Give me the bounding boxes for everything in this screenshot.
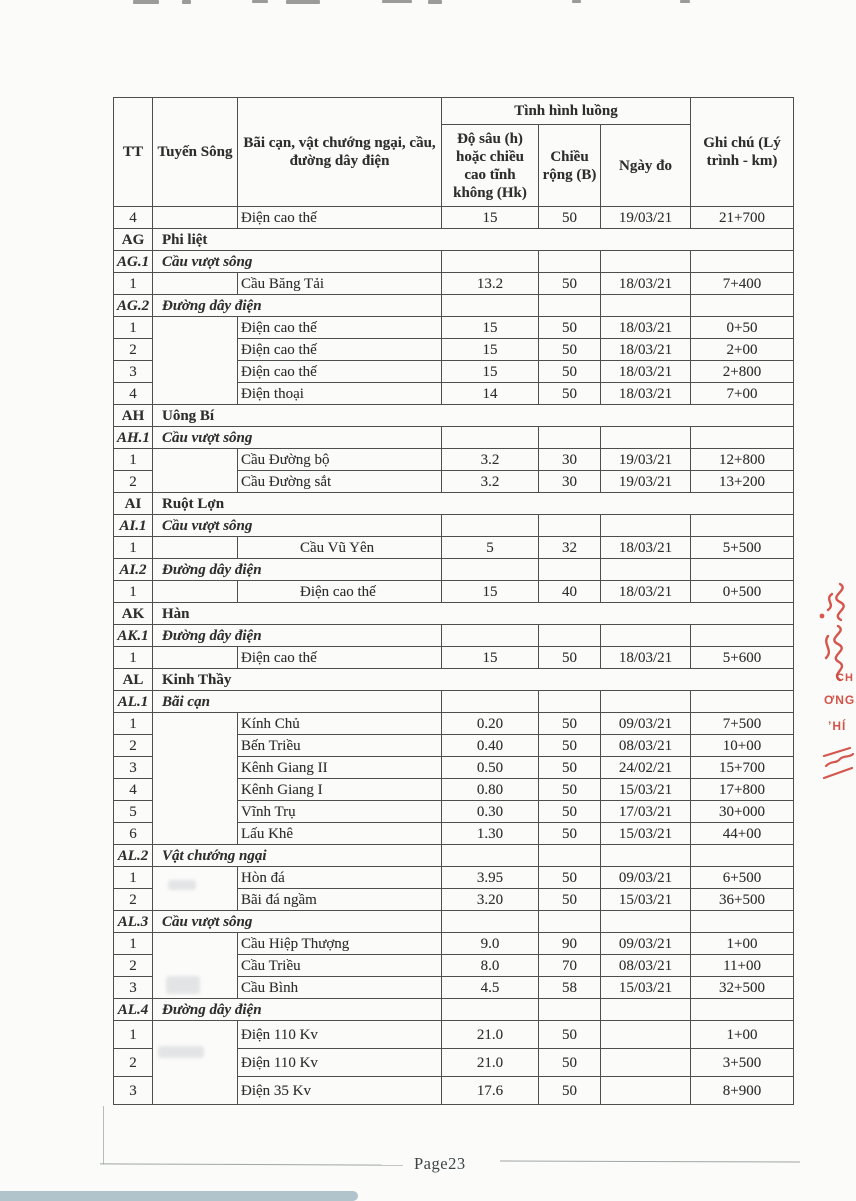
cell-width: 50	[539, 713, 601, 735]
cell-empty	[539, 251, 601, 273]
cell-width: 50	[539, 1021, 601, 1049]
table-row	[114, 713, 794, 735]
cell-depth: 13.2	[442, 273, 539, 295]
cell-date: 15/03/21	[601, 779, 691, 801]
subsection-row	[114, 625, 794, 647]
scan-artifact	[133, 0, 159, 4]
cell-depth: 17.6	[442, 1077, 539, 1105]
table-row	[114, 449, 794, 471]
cell-name: Cầu Vũ Yên	[238, 537, 442, 559]
cell-width: 50	[539, 823, 601, 845]
section-row	[114, 603, 794, 625]
section-row	[114, 405, 794, 427]
cell-tt: 3	[114, 977, 153, 999]
cell-date: 09/03/21	[601, 933, 691, 955]
red-stamp-fragment	[796, 572, 856, 792]
cell-date: 08/03/21	[601, 735, 691, 757]
cell-tt: 4	[114, 779, 153, 801]
cell-note: 7+500	[691, 713, 794, 735]
cell-note: 5+500	[691, 537, 794, 559]
header-bai-can: Bãi cạn, vật chướng ngại, cầu, đường dây điện	[238, 98, 442, 207]
cell-note: 12+800	[691, 449, 794, 471]
cell-note: 2+800	[691, 361, 794, 383]
cell-width: 50	[539, 361, 601, 383]
cell-note: 1+00	[691, 1021, 794, 1049]
cell-name: Điện 110 Kv	[238, 1021, 442, 1049]
header-ngay-do: Ngày đo	[601, 125, 691, 207]
cell-tt: 2	[114, 339, 153, 361]
cell-empty	[539, 999, 601, 1021]
cell-empty	[442, 691, 539, 713]
cell-name: Điện thoại	[238, 383, 442, 405]
cell-width: 50	[539, 647, 601, 669]
cell-tt: AK.1	[114, 625, 153, 647]
table-row	[114, 581, 794, 603]
cell-name: Cầu vượt sông	[153, 911, 442, 933]
cell-empty	[601, 625, 691, 647]
cell-width: 50	[539, 779, 601, 801]
cell-note: 10+00	[691, 735, 794, 757]
cell-name: Cầu vượt sông	[153, 515, 442, 537]
cell-tt: 1	[114, 317, 153, 339]
cell-tt: AG.2	[114, 295, 153, 317]
cell-name: Điện cao thế	[238, 339, 442, 361]
cell-name: Điện cao thế	[238, 317, 442, 339]
cell-note: 13+200	[691, 471, 794, 493]
cell-empty	[691, 559, 794, 581]
cell-width: 32	[539, 537, 601, 559]
cell-note: 44+00	[691, 823, 794, 845]
subsection-row	[114, 515, 794, 537]
cell-empty	[539, 845, 601, 867]
cell-tt: AL.3	[114, 911, 153, 933]
cell-tuyen-song	[153, 207, 238, 229]
cell-empty	[691, 251, 794, 273]
cell-date: 24/02/21	[601, 757, 691, 779]
cell-width: 50	[539, 383, 601, 405]
cell-note: 7+00	[691, 383, 794, 405]
cell-date: 18/03/21	[601, 581, 691, 603]
cell-width: 90	[539, 933, 601, 955]
cell-tt: AI.2	[114, 559, 153, 581]
waterway-survey-table	[113, 97, 794, 1105]
table-row	[114, 537, 794, 559]
cell-date: 18/03/21	[601, 647, 691, 669]
header-tinh-hinh-luong: Tình hình luồng	[442, 98, 691, 125]
cell-empty	[601, 295, 691, 317]
section-row	[114, 229, 794, 251]
cell-note: 6+500	[691, 867, 794, 889]
cell-date: 15/03/21	[601, 977, 691, 999]
page-number: Page23	[414, 1154, 466, 1173]
cell-tuyen-song	[153, 449, 238, 493]
cell-name: Điện cao thế	[238, 581, 442, 603]
scan-artifact	[680, 0, 690, 3]
subsection-row	[114, 911, 794, 933]
cell-date: 15/03/21	[601, 823, 691, 845]
subsection-row	[114, 691, 794, 713]
cell-empty	[539, 691, 601, 713]
subsection-row	[114, 295, 794, 317]
cell-name: Cầu Đường bộ	[238, 449, 442, 471]
scan-artifact	[252, 0, 268, 3]
cell-depth: 3.2	[442, 449, 539, 471]
cell-note: 32+500	[691, 977, 794, 999]
cell-depth: 3.2	[442, 471, 539, 493]
cell-empty	[691, 295, 794, 317]
cell-tt: AH.1	[114, 427, 153, 449]
subsection-row	[114, 845, 794, 867]
table-row	[114, 207, 794, 229]
cell-tt: 1	[114, 713, 153, 735]
cell-tt: 2	[114, 955, 153, 977]
cell-tt: 4	[114, 207, 153, 229]
cell-empty	[601, 911, 691, 933]
cell-empty	[601, 999, 691, 1021]
cell-tt: AK	[114, 603, 153, 625]
subsection-row	[114, 427, 794, 449]
cell-depth: 0.30	[442, 801, 539, 823]
cell-date: 09/03/21	[601, 867, 691, 889]
table-row	[114, 273, 794, 295]
cell-empty	[539, 427, 601, 449]
scan-artifact	[572, 0, 581, 3]
cell-depth: 0.80	[442, 779, 539, 801]
cell-empty	[539, 559, 601, 581]
cell-depth: 4.5	[442, 977, 539, 999]
cell-empty	[442, 427, 539, 449]
cell-date: 18/03/21	[601, 383, 691, 405]
cell-empty	[601, 427, 691, 449]
cell-name: Đường dây điện	[153, 295, 442, 317]
cell-width: 50	[539, 1077, 601, 1105]
cell-note: 30+000	[691, 801, 794, 823]
cell-empty	[442, 625, 539, 647]
section-row	[114, 493, 794, 515]
cell-note: 11+00	[691, 955, 794, 977]
cell-empty	[601, 515, 691, 537]
cell-width: 50	[539, 757, 601, 779]
cell-empty	[601, 845, 691, 867]
footer-rule-right	[500, 1160, 800, 1162]
cell-empty	[691, 911, 794, 933]
cell-date: 19/03/21	[601, 471, 691, 493]
cell-tt: 3	[114, 361, 153, 383]
cell-empty	[601, 559, 691, 581]
cell-date: 15/03/21	[601, 889, 691, 911]
cell-width: 50	[539, 273, 601, 295]
header-do-sau: Độ sâu (h) hoặc chiều cao tĩnh không (Hk)	[442, 125, 539, 207]
cell-tt: 1	[114, 867, 153, 889]
cell-empty	[691, 625, 794, 647]
cell-width: 50	[539, 889, 601, 911]
cell-tt: 2	[114, 471, 153, 493]
cell-tt: 5	[114, 801, 153, 823]
cell-note: 8+900	[691, 1077, 794, 1105]
cell-empty	[539, 625, 601, 647]
cell-empty	[442, 911, 539, 933]
cell-depth: 0.20	[442, 713, 539, 735]
cell-name: Điện cao thế	[238, 361, 442, 383]
cell-empty	[691, 845, 794, 867]
cell-note: 0+500	[691, 581, 794, 603]
cell-empty	[601, 691, 691, 713]
cell-note: 2+00	[691, 339, 794, 361]
cell-depth: 8.0	[442, 955, 539, 977]
cell-date: 18/03/21	[601, 339, 691, 361]
cell-depth: 15	[442, 207, 539, 229]
stamp-text-fragment: ƠNG	[824, 693, 856, 707]
section-row	[114, 669, 794, 691]
cell-tuyen-song	[153, 317, 238, 405]
cell-depth: 1.30	[442, 823, 539, 845]
cell-empty	[691, 691, 794, 713]
cell-note: 36+500	[691, 889, 794, 911]
cell-name: Ruột Lợn	[153, 493, 794, 515]
cell-name: Điện cao thế	[238, 207, 442, 229]
cell-empty	[691, 427, 794, 449]
cell-tt: AL.2	[114, 845, 153, 867]
cell-empty	[442, 845, 539, 867]
cell-note: 21+700	[691, 207, 794, 229]
cell-tt: 6	[114, 823, 153, 845]
cell-tt: AL	[114, 669, 153, 691]
cell-empty	[691, 515, 794, 537]
stamp-text-fragment: CH	[836, 672, 854, 684]
cell-tt: AI	[114, 493, 153, 515]
cell-tt: 1	[114, 273, 153, 295]
cell-name: Điện 110 Kv	[238, 1049, 442, 1077]
cell-name: Cầu Triều	[238, 955, 442, 977]
cell-empty	[442, 515, 539, 537]
cell-tt: 1	[114, 647, 153, 669]
cell-date	[601, 1049, 691, 1077]
cell-name: Cầu Đường sắt	[238, 471, 442, 493]
cell-name: Lấu Khê	[238, 823, 442, 845]
cell-depth: 0.50	[442, 757, 539, 779]
footer-rule-left	[100, 1163, 403, 1165]
cell-tuyen-song	[153, 537, 238, 559]
cell-name: Uông Bí	[153, 405, 794, 427]
table-row	[114, 1021, 794, 1049]
cell-depth: 15	[442, 361, 539, 383]
cell-name: Đường dây điện	[153, 559, 442, 581]
table-row	[114, 933, 794, 955]
scan-artifact	[428, 0, 442, 4]
cell-tt: 1	[114, 581, 153, 603]
cell-width: 50	[539, 207, 601, 229]
cell-tt: AH	[114, 405, 153, 427]
cell-name: Vĩnh Trụ	[238, 801, 442, 823]
cell-depth: 5	[442, 537, 539, 559]
cell-empty	[601, 251, 691, 273]
cell-tuyen-song	[153, 647, 238, 669]
cell-note: 7+400	[691, 273, 794, 295]
header-tt: TT	[114, 98, 153, 207]
cell-depth: 9.0	[442, 933, 539, 955]
cell-name: Điện 35 Kv	[238, 1077, 442, 1105]
cell-name: Cầu vượt sông	[153, 427, 442, 449]
cell-width: 30	[539, 449, 601, 471]
table-row	[114, 647, 794, 669]
cell-tt: 2	[114, 735, 153, 757]
cell-depth: 3.95	[442, 867, 539, 889]
subsection-row	[114, 251, 794, 273]
header-chieu-rong: Chiều rộng (B)	[539, 125, 601, 207]
cell-depth: 3.20	[442, 889, 539, 911]
cell-note: 5+600	[691, 647, 794, 669]
cell-name: Cầu Hiệp Thượng	[238, 933, 442, 955]
cell-depth: 15	[442, 647, 539, 669]
cell-tuyen-song	[153, 273, 238, 295]
cell-empty	[442, 999, 539, 1021]
cell-width: 50	[539, 801, 601, 823]
cell-tt: 3	[114, 757, 153, 779]
subsection-row	[114, 559, 794, 581]
scan-artifact	[382, 0, 412, 3]
cell-tt: 4	[114, 383, 153, 405]
cell-date	[601, 1021, 691, 1049]
cell-depth: 15	[442, 317, 539, 339]
cell-name: Bãi cạn	[153, 691, 442, 713]
cell-name: Vật chướng ngại	[153, 845, 442, 867]
cell-name: Kính Chủ	[238, 713, 442, 735]
bleed-through-mark	[158, 1046, 204, 1058]
cell-date	[601, 1077, 691, 1105]
cell-empty	[442, 559, 539, 581]
cell-width: 50	[539, 867, 601, 889]
cell-tt: 2	[114, 889, 153, 911]
header-ghi-chu: Ghi chú (Lý trình - km)	[691, 98, 794, 207]
cell-tt: AL.4	[114, 999, 153, 1021]
table-row	[114, 867, 794, 889]
cell-depth: 21.0	[442, 1021, 539, 1049]
cell-tt: 1	[114, 449, 153, 471]
cell-width: 50	[539, 1049, 601, 1077]
bleed-through-mark	[168, 880, 196, 890]
cell-name: Kinh Thầy	[153, 669, 794, 691]
cell-name: Kênh Giang I	[238, 779, 442, 801]
cell-width: 50	[539, 339, 601, 361]
table-header	[114, 98, 794, 207]
cell-date: 18/03/21	[601, 537, 691, 559]
stamp-signature-scribble	[810, 580, 854, 688]
cell-empty	[691, 999, 794, 1021]
cell-date: 19/03/21	[601, 207, 691, 229]
cell-depth: 15	[442, 581, 539, 603]
scan-artifact	[286, 0, 320, 4]
cell-empty	[442, 295, 539, 317]
cell-tt: 2	[114, 1049, 153, 1077]
cell-date: 18/03/21	[601, 361, 691, 383]
cell-depth: 14	[442, 383, 539, 405]
cell-note: 1+00	[691, 933, 794, 955]
cell-width: 40	[539, 581, 601, 603]
cell-name: Bến Triều	[238, 735, 442, 757]
cell-depth: 15	[442, 339, 539, 361]
subsection-row	[114, 999, 794, 1021]
cell-empty	[539, 295, 601, 317]
cell-width: 30	[539, 471, 601, 493]
cell-date: 18/03/21	[601, 317, 691, 339]
cell-name: Kênh Giang II	[238, 757, 442, 779]
cell-date: 19/03/21	[601, 449, 691, 471]
cell-note: 15+700	[691, 757, 794, 779]
cell-name: Cầu vượt sông	[153, 251, 442, 273]
cell-empty	[539, 911, 601, 933]
cell-name: Điện cao thế	[238, 647, 442, 669]
stamp-text-fragment: ʼHÍ	[828, 719, 847, 733]
cell-tt: 1	[114, 537, 153, 559]
cell-name: Phi liệt	[153, 229, 794, 251]
cell-empty	[539, 515, 601, 537]
cell-name: Hàn	[153, 603, 794, 625]
cell-name: Đường dây điện	[153, 999, 442, 1021]
cell-date: 09/03/21	[601, 713, 691, 735]
cell-tt: 3	[114, 1077, 153, 1105]
cell-width: 70	[539, 955, 601, 977]
cell-name: Bãi đá ngầm	[238, 889, 442, 911]
cell-tuyen-song	[153, 581, 238, 603]
cell-note: 0+50	[691, 317, 794, 339]
scan-line-artifact	[103, 1106, 104, 1164]
cell-width: 50	[539, 735, 601, 757]
cell-date: 18/03/21	[601, 273, 691, 295]
cell-tt: 1	[114, 1021, 153, 1049]
cell-tt: AG	[114, 229, 153, 251]
table-body	[114, 207, 794, 1105]
cell-tuyen-song	[153, 1021, 238, 1105]
cell-depth: 21.0	[442, 1049, 539, 1077]
header-tuyen-song: Tuyến Sông	[153, 98, 238, 207]
cell-note: 3+500	[691, 1049, 794, 1077]
cell-width: 50	[539, 317, 601, 339]
cell-tt: AG.1	[114, 251, 153, 273]
cell-width: 58	[539, 977, 601, 999]
cell-name: Đường dây điện	[153, 625, 442, 647]
cell-name: Hòn đá	[238, 867, 442, 889]
stamp-slash-scribble	[820, 744, 856, 784]
cell-tt: AI.1	[114, 515, 153, 537]
cell-depth: 0.40	[442, 735, 539, 757]
cell-tt: AL.1	[114, 691, 153, 713]
cell-date: 17/03/21	[601, 801, 691, 823]
cell-tt: 1	[114, 933, 153, 955]
cell-note: 17+800	[691, 779, 794, 801]
scan-artifact	[182, 0, 191, 4]
cell-name: Cầu Bình	[238, 977, 442, 999]
table-row	[114, 317, 794, 339]
bleed-through-mark	[166, 976, 200, 994]
cell-tuyen-song	[153, 713, 238, 845]
cell-date: 08/03/21	[601, 955, 691, 977]
cell-empty	[442, 251, 539, 273]
cell-name: Cầu Băng Tải	[238, 273, 442, 295]
